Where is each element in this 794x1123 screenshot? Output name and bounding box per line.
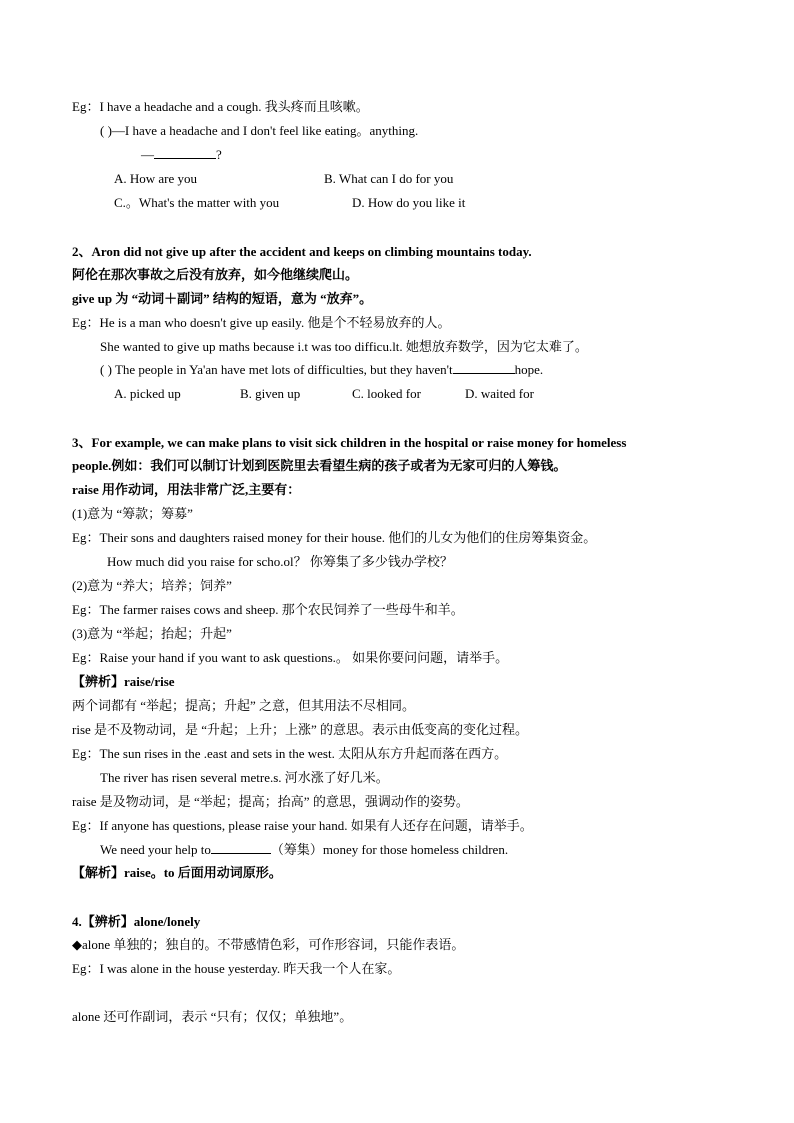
answer-blank[interactable] [453, 361, 515, 374]
question-text: —I have a headache and I don't feel like eating。anything. [111, 123, 419, 138]
option-a[interactable]: A. How are you [114, 171, 198, 186]
eg-alone: Eg：I was alone in the house yesterday. 昨天我一个人在家。 [72, 961, 401, 976]
give-up-note: give up 为 “动词＋副词” 结构的短语，意为 “放弃”。 [72, 291, 373, 306]
eg-give-up-2: She wanted to give up maths because i.t was too difficu.lt. 她想放弃数学，因为它太难了。 [100, 339, 588, 354]
answer-blank[interactable] [154, 146, 216, 159]
section-3-title-line-2: people.例如：我们可以制订计划到医院里去看望生病的孩子或者为无家可归的人筹钱。 [72, 458, 567, 473]
section-4-title: 4.【辨析】alone/lonely [72, 914, 201, 929]
option-b[interactable]: B. What can I do for you [324, 171, 454, 186]
meaning-1: (1)意为 “筹款；筹募” [72, 506, 193, 521]
option-d[interactable]: D. How do you like it [352, 195, 466, 210]
option-c[interactable]: C. looked for [352, 386, 421, 401]
bianxi-line-3: raise 是及物动词，是 “举起；提高；抬高” 的意思，强调动作的姿势。 [72, 794, 469, 809]
alone-adverb: alone 还可作副词，表示 “只有；仅仅；单独地”。 [72, 1009, 353, 1024]
eg-river-risen: The river has risen several metre.s. 河水涨了好几米。 [100, 770, 389, 785]
answer-paren[interactable]: ( ) [100, 362, 112, 377]
alone-definition: ◆alone 单独的；独自的。不带感情色彩，可作形容词，只能作表语。 [72, 937, 465, 952]
answer-line: — ? [141, 147, 222, 162]
eg-raise-school: How much did you raise for scho.ol？ 你筹集了多少钱办学校？ [107, 554, 453, 569]
eg-raise-cows: Eg：The farmer raises cows and sheep. 那个农民饲养了一些母牛和羊。 [72, 602, 464, 617]
option-b[interactable]: B. given up [240, 386, 301, 401]
question-2: ( ) The people in Ya'an have met lots of difficulties, but they haven't hope. [100, 362, 544, 377]
exercise-raise: We need your help to （筹集）money for those homeless children. [100, 842, 509, 857]
meaning-3: (3)意为 “举起；抬起；升起” [72, 626, 232, 641]
eg-give-up-1: Eg：He is a man who doesn't give up easily. 他是个不轻易放弃的人。 [72, 315, 451, 330]
section-2-title: 2、Aron did not give up after the accident and keeps on climbing mountains today. [72, 244, 532, 259]
answer-blank[interactable] [211, 841, 271, 854]
eg-raise-money: Eg：Their sons and daughters raised money for their house. 他们的儿女为他们的住房筹集资金。 [72, 530, 597, 545]
bianxi-raise-rise: 【辨析】raise/rise [72, 674, 175, 689]
eg-raise-your-hand: Eg：If anyone has questions, please raise your hand. 如果有人还存在问题，请举手。 [72, 818, 533, 833]
section-2-translation: 阿伦在那次事故之后没有放弃，如今他继续爬山。 [72, 267, 359, 282]
question-1 [100, 122, 418, 140]
option-d[interactable]: D. waited for [465, 386, 534, 401]
meaning-2: (2)意为 “养大；培养；饲养” [72, 578, 232, 593]
eg-sun-rises: Eg：The sun rises in the .east and sets in the west. 太阳从东方升起而落在西方。 [72, 746, 508, 761]
question-text: The people in Ya'an have met lots of difficulties, but they haven't [114, 362, 453, 377]
raise-note: raise 用作动词，用法非常广泛,主要有： [72, 482, 301, 497]
eg-headache: Eg：I have a headache and a cough. 我头疼而且咳嗽。 [72, 99, 369, 114]
eg-raise-hand: Eg：Raise your hand if you want to ask questions.。 如果你要问问题，请举手。 [72, 650, 509, 665]
option-a[interactable]: A. picked up [114, 386, 181, 401]
bianxi-line-2: rise 是不及物动词，是 “升起；上升；上涨” 的意思。表示由低变高的变化过程。 [72, 722, 529, 737]
jiexi-raise: 【解析】raise。to 后面用动词原形。 [72, 865, 282, 880]
bianxi-line-1: 两个词都有 “举起；提高；升起” 之意，但其用法不尽相同。 [72, 698, 416, 713]
option-c[interactable]: C.。What's the matter with you [114, 195, 280, 210]
section-3-title-line-1: 3、For example, we can make plans to visit sick children in the hospital or raise money for homeless [72, 435, 627, 450]
answer-paren[interactable]: ( ) [100, 123, 112, 138]
